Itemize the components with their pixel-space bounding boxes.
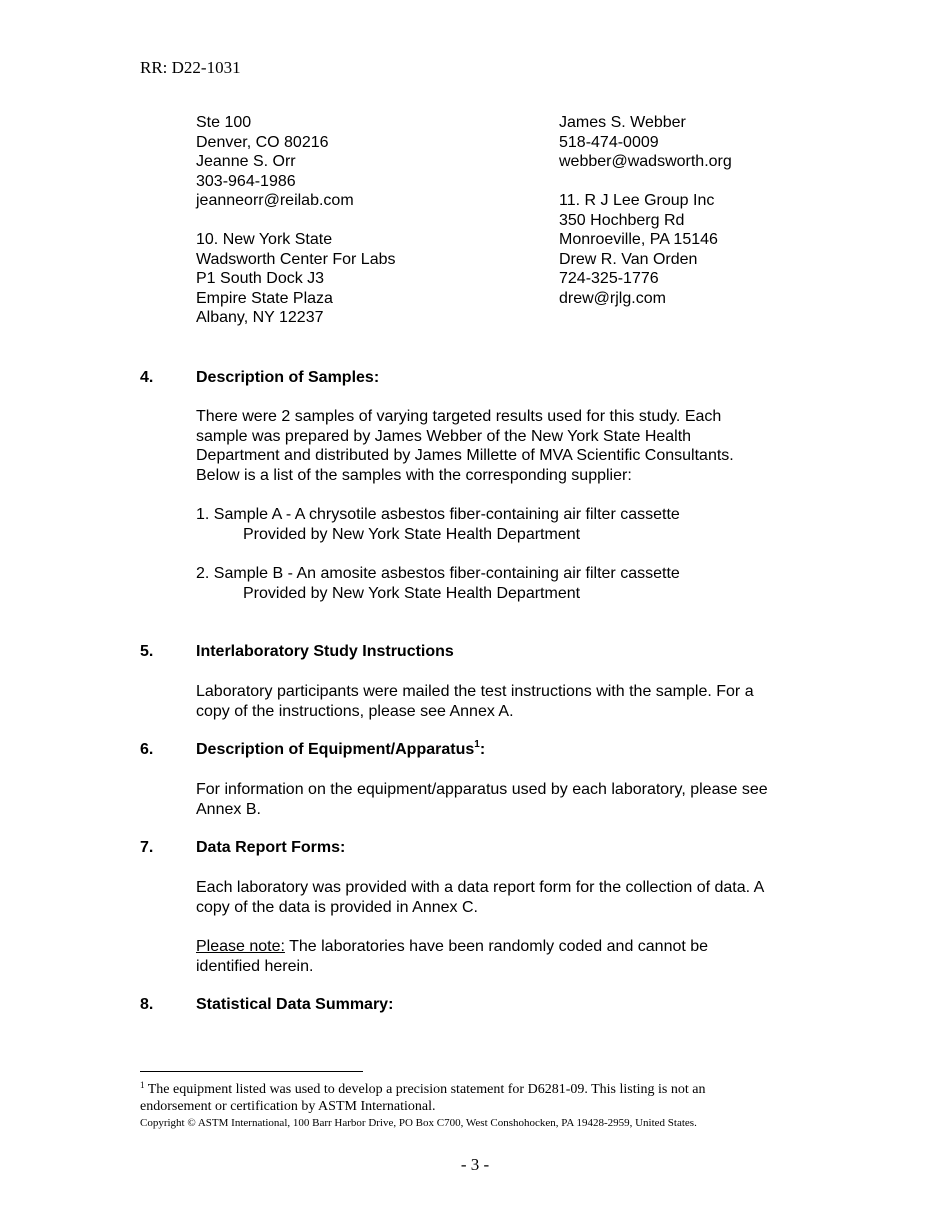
sample-line: 1. Sample A - A chrysotile asbestos fiber-containing air filter cassette [196,506,680,523]
section-4-title: Description of Samples: [196,369,380,386]
footnote-mark: 1 [140,1080,145,1090]
section-4-number: 4. [140,369,154,386]
paragraph-line: Department and distributed by James Millette of MVA Scientific Consultants. [196,447,734,465]
paragraph-line: sample was prepared by James Webber of the New York State Health [196,427,692,445]
address-left-2 [196,230,395,328]
note-text: The laboratories have been randomly coded and cannot be [284,938,709,955]
section-7-paragraph [196,878,764,917]
section-8-number: 8. [140,996,154,1013]
section-6-paragraph [196,780,768,819]
address-line: Drew R. Van Orden [559,250,698,268]
address-line: jeanneorr@reilab.com [196,192,354,210]
address-line: Wadsworth Center For Labs [196,250,396,268]
copyright: Copyright © ASTM International, 100 Barr Harbor Drive, PO Box C700, West Conshohocken, PA 19428-2959, United States. [140,1117,697,1129]
section-5-paragraph [196,682,754,721]
sample-line: 2. Sample B - An amosite asbestos fiber-containing air filter cassette [196,565,680,582]
footnote-separator [140,1071,363,1072]
please-note [196,937,708,976]
address-line: 724-325-1776 [559,270,659,288]
address-left-1 [196,113,354,211]
address-line: P1 South Dock J3 [196,270,325,288]
footnote-line-1 [140,1081,705,1098]
section-6-title-text: Description of Equipment/Apparatus [196,741,475,758]
note-label: Please note: [196,938,285,955]
footnote [140,1081,705,1115]
note-line-2: identified herein. [196,957,314,975]
sample-supplier: Provided by New York State Health Department [243,584,581,602]
address-line: 11. R J Lee Group Inc [559,192,715,209]
section-6-title-suffix: : [479,741,486,758]
address-line: James S. Webber [559,114,686,131]
report-id: RR: D22-1031 [140,58,241,77]
address-line: webber@wadsworth.org [559,153,732,171]
paragraph-line: There were 2 samples of varying targeted results used for this study. Each [196,408,722,425]
sample-b-item [196,564,680,603]
footnote-ref: 1 [474,739,480,750]
paragraph-line: copy of the data is provided in Annex C. [196,898,478,916]
address-line: 303-964-1986 [196,172,296,190]
paragraph-line: Annex B. [196,800,261,818]
section-7-title: Data Report Forms: [196,839,346,856]
address-line: 10. New York State [196,231,333,248]
paragraph-line: Below is a list of the samples with the corresponding supplier: [196,466,632,484]
address-line: Denver, CO 80216 [196,133,329,151]
address-line: Jeanne S. Orr [196,153,296,171]
address-line: Monroeville, PA 15146 [559,231,718,249]
paragraph-line: For information on the equipment/apparatus used by each laboratory, please see [196,781,768,798]
section-7-number: 7. [140,839,154,856]
section-5-title: Interlaboratory Study Instructions [196,643,454,660]
paragraph-line: Each laboratory was provided with a data report form for the collection of data. A [196,879,765,896]
footnote-line-2: endorsement or certification by ASTM International. [140,1099,436,1114]
footnote-text: The equipment listed was used to develop a precision statement for D6281-09. This listing is not an [144,1082,706,1097]
section-8-title: Statistical Data Summary: [196,996,394,1013]
note-line [196,937,708,957]
address-line: 350 Hochberg Rd [559,211,685,229]
section-6-number: 6. [140,741,154,758]
address-right-2 [559,191,718,309]
address-line: drew@rjlg.com [559,289,666,307]
address-line: Albany, NY 12237 [196,309,324,327]
address-right-1 [559,113,732,172]
address-line: 518-474-0009 [559,133,659,151]
address-line: Ste 100 [196,114,252,131]
section-5-number: 5. [140,643,154,660]
paragraph-line: Laboratory participants were mailed the test instructions with the sample. For a [196,683,754,700]
section-6-title [196,741,485,759]
section-4-paragraph [196,407,734,485]
paragraph-line: copy of the instructions, please see Annex A. [196,702,514,720]
sample-a-item [196,505,680,544]
address-line: Empire State Plaza [196,289,333,307]
sample-supplier: Provided by New York State Health Department [243,525,581,543]
page-number: - 3 - [460,1155,490,1174]
